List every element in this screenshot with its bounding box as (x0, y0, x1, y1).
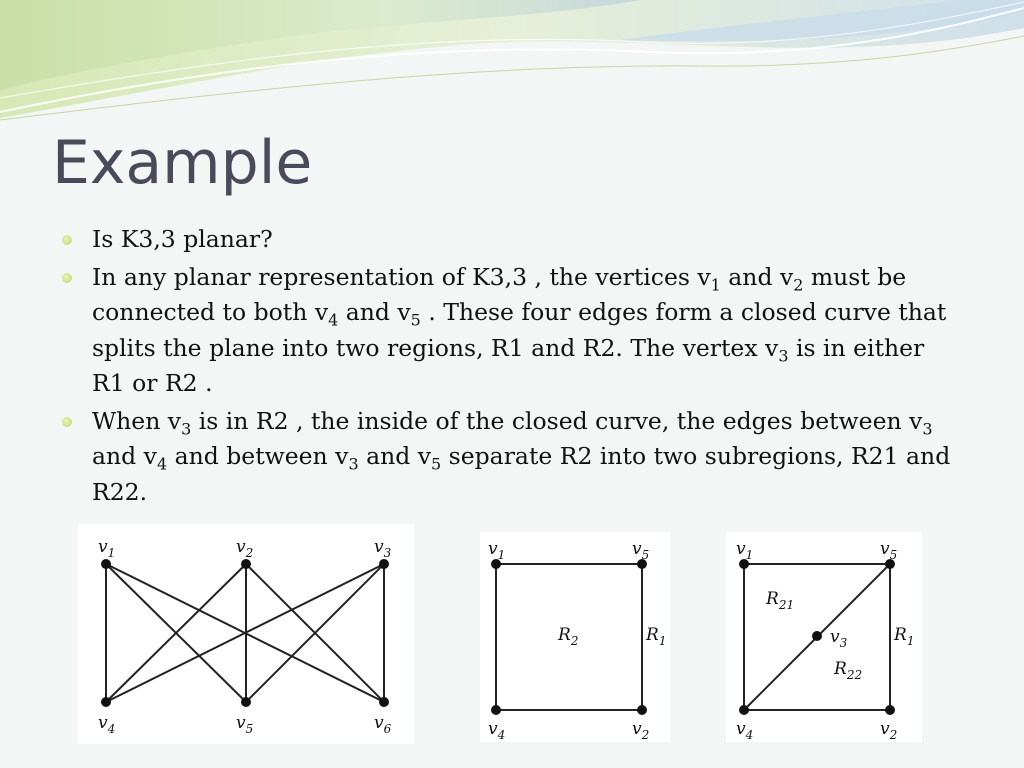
subscript: 3 (348, 454, 359, 474)
region-label-r1: $R_1$ (894, 625, 915, 648)
label-v4: $v_4$ (488, 719, 506, 742)
label-v2: $v_2$ (632, 719, 650, 742)
bullet-dot-icon (62, 235, 72, 245)
region-label-r21: $R_{21}$ (766, 589, 795, 612)
label-v5: $v_5$ (632, 539, 650, 562)
label-v5: $v_5$ (880, 539, 898, 562)
subscript: 5 (431, 454, 442, 474)
subscript: 3 (922, 419, 933, 439)
label-v4: $v_4$ (736, 719, 754, 742)
vertex-v2 (241, 559, 251, 569)
label-v6: $v_6$ (374, 713, 392, 736)
label-v5: $v_5$ (236, 713, 254, 736)
slide-title: Example (52, 128, 313, 198)
bullet-text: When v (92, 406, 182, 435)
label-v1: $v_1$ (488, 539, 506, 562)
label-v4: $v_4$ (98, 713, 116, 736)
bullet-item (62, 404, 962, 511)
region-label-r2: $R_2$ (558, 625, 579, 648)
closed-curve-figure (480, 532, 670, 742)
bullet-dot-icon (62, 273, 72, 283)
subscript: 3 (181, 419, 192, 439)
vertex-v1 (101, 559, 111, 569)
bullet-text: In any planar representation of K3,3 , the vertices v (92, 262, 711, 291)
bullet-text: and v (720, 262, 794, 291)
vertex-v3 (379, 559, 389, 569)
label-v2: $v_2$ (880, 719, 898, 742)
label-v1: $v_1$ (736, 539, 754, 562)
bullet-list (62, 222, 962, 512)
bullet-text: is in either R1 or R2 . (92, 333, 925, 397)
bullet-text: separate R2 into two subregions, R21 and R22. (92, 442, 951, 506)
region-label-r1: $R_1$ (646, 625, 667, 648)
vertex-v6 (379, 697, 389, 707)
header-swoosh-decoration (0, 0, 1024, 125)
subscript: 3 (778, 346, 789, 366)
vertex-v3 (812, 631, 822, 641)
subscript: 5 (410, 310, 421, 330)
subscript: 2 (793, 275, 804, 295)
bullet-text: and v (338, 298, 411, 326)
vertex-v2 (637, 705, 647, 715)
label-v3: $v_3$ (830, 627, 848, 650)
vertex-v4 (101, 697, 111, 707)
bullet-text: . These four edges form a closed curve that splits the plane into two regions, R1 and R2. The vertex v (92, 298, 947, 362)
subscript: 1 (710, 275, 721, 295)
vertex-v4 (491, 705, 501, 715)
vertex-v2 (885, 705, 895, 715)
bullet-dot-icon (62, 417, 72, 427)
bullet-item (62, 260, 962, 402)
k33-edges (106, 564, 384, 702)
bullet-text: and v (358, 442, 432, 470)
bullet-item (62, 222, 962, 258)
region-label-r22: $R_{22}$ (834, 659, 863, 682)
label-v2: $v_2$ (236, 537, 254, 560)
bullet-text: and v (92, 442, 157, 470)
bullet-text: must be connected to both v (92, 262, 907, 326)
bullet-text: is in R2 , the inside of the closed curve, the edges between v (191, 406, 923, 435)
subscript: 4 (328, 310, 339, 330)
k33-graph-figure (78, 524, 414, 744)
bullet-text: Is K3,3 planar? (92, 225, 273, 253)
subscript: 4 (156, 454, 168, 474)
label-v1: $v_1$ (98, 537, 116, 560)
vertex-v5 (241, 697, 251, 707)
label-v3: $v_3$ (374, 537, 392, 560)
vertex-v4 (739, 705, 749, 715)
bullet-text: and between v (167, 442, 349, 470)
split-region-figure (726, 532, 922, 742)
